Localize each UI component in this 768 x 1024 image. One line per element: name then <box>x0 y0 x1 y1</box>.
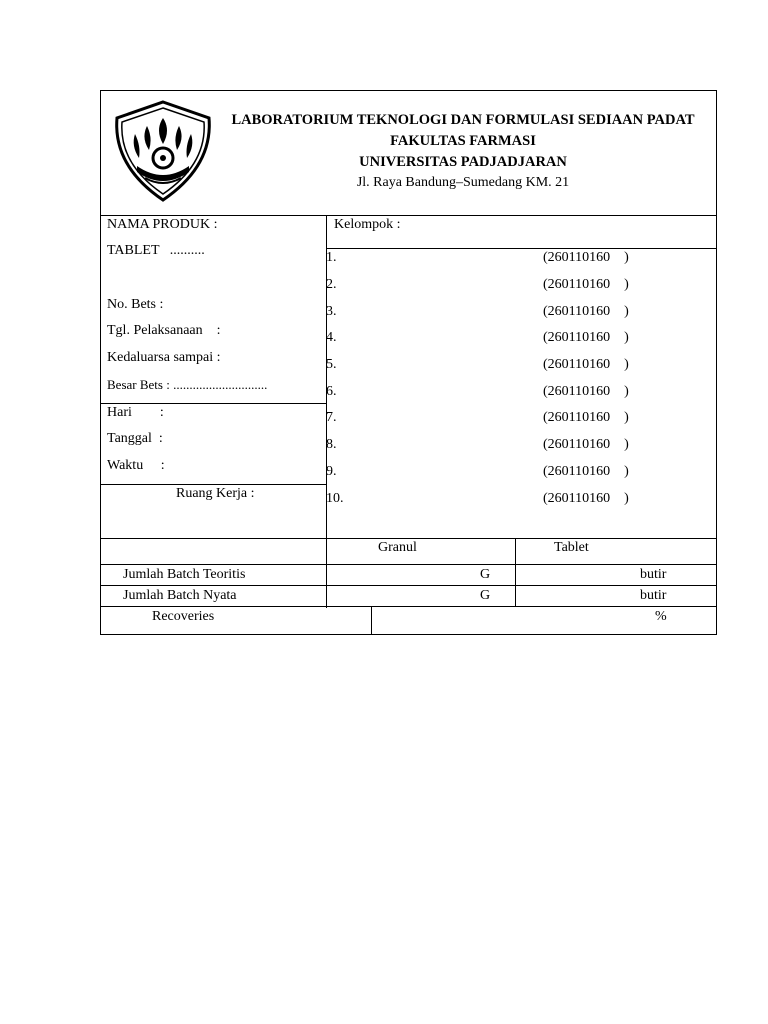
member-nim: (260110160 ) <box>543 330 629 345</box>
col-tablet: Tablet <box>554 540 589 555</box>
faculty-title: FAKULTAS FARMASI <box>390 133 536 149</box>
member-number: 3. <box>326 304 337 319</box>
batch-row3 <box>100 606 717 607</box>
member-nim: (260110160 ) <box>543 304 629 319</box>
label-ruang-kerja: Ruang Kerja : <box>176 486 255 501</box>
member-nim: (260110160 ) <box>543 357 629 372</box>
member-number: 10. <box>326 491 344 506</box>
unit-butir-nyata: butir <box>640 588 667 603</box>
recoveries-col <box>371 606 372 635</box>
member-nim: (260110160 ) <box>543 277 629 292</box>
university-title: UNIVERSITAS PADJADJARAN <box>359 154 567 170</box>
batch-top <box>100 538 717 539</box>
member-number: 1. <box>326 250 337 265</box>
batch-col2 <box>515 538 516 607</box>
unit-g-teoritis: G <box>480 567 491 582</box>
member-nim: (260110160 ) <box>543 384 629 399</box>
member-number: 6. <box>326 384 337 399</box>
row-batch-nyata: Jumlah Batch Nyata <box>123 588 237 603</box>
label-kedaluarsa: Kedaluarsa sampai : <box>107 350 221 365</box>
member-number: 5. <box>326 357 337 372</box>
ruang-divider <box>100 484 326 485</box>
schedule-divider <box>100 403 326 404</box>
border-top <box>100 90 717 91</box>
batch-row1 <box>100 564 717 565</box>
member-nim: (260110160 ) <box>543 250 629 265</box>
member-nim: (260110160 ) <box>543 410 629 425</box>
member-nim: (260110160 ) <box>543 437 629 452</box>
border-left <box>100 90 101 635</box>
kelompok-divider <box>326 248 717 249</box>
unit-butir-teoritis: butir <box>640 567 667 582</box>
label-tanggal: Tanggal : <box>107 431 163 446</box>
member-number: 9. <box>326 464 337 479</box>
label-tablet: TABLET .......... <box>107 243 205 258</box>
label-tgl-pelaksanaan: Tgl. Pelaksanaan : <box>107 323 221 338</box>
label-waktu: Waktu : <box>107 458 165 473</box>
member-number: 4. <box>326 330 337 345</box>
university-seal-logo <box>109 96 217 206</box>
row-recoveries: Recoveries <box>152 609 215 624</box>
lab-title: LABORATORIUM TEKNOLOGI DAN FORMULASI SEDIAAN PADAT <box>231 112 695 128</box>
member-nim: (260110160 ) <box>543 464 629 479</box>
batch-row2 <box>100 585 717 586</box>
header-divider <box>100 215 717 216</box>
label-nama-produk: NAMA PRODUK : <box>107 217 218 232</box>
address: Jl. Raya Bandung–Sumedang KM. 21 <box>356 175 570 190</box>
label-kelompok: Kelompok : <box>334 217 401 232</box>
unit-percent: % <box>655 609 667 624</box>
label-hari: Hari : <box>107 405 164 420</box>
unit-g-nyata: G <box>480 588 491 603</box>
member-number: 2. <box>326 277 337 292</box>
member-number: 7. <box>326 410 337 425</box>
member-number: 8. <box>326 437 337 452</box>
label-besar-bets: Besar Bets : ............................. <box>107 377 268 392</box>
member-nim: (260110160 ) <box>543 491 629 506</box>
col-granul: Granul <box>378 540 417 555</box>
batch-col1 <box>326 538 327 607</box>
row-batch-teoritis: Jumlah Batch Teoritis <box>123 567 246 582</box>
border-bottom <box>100 634 717 635</box>
production-form <box>100 90 717 635</box>
label-no-bets: No. Bets : <box>107 297 164 312</box>
border-right <box>716 90 717 635</box>
